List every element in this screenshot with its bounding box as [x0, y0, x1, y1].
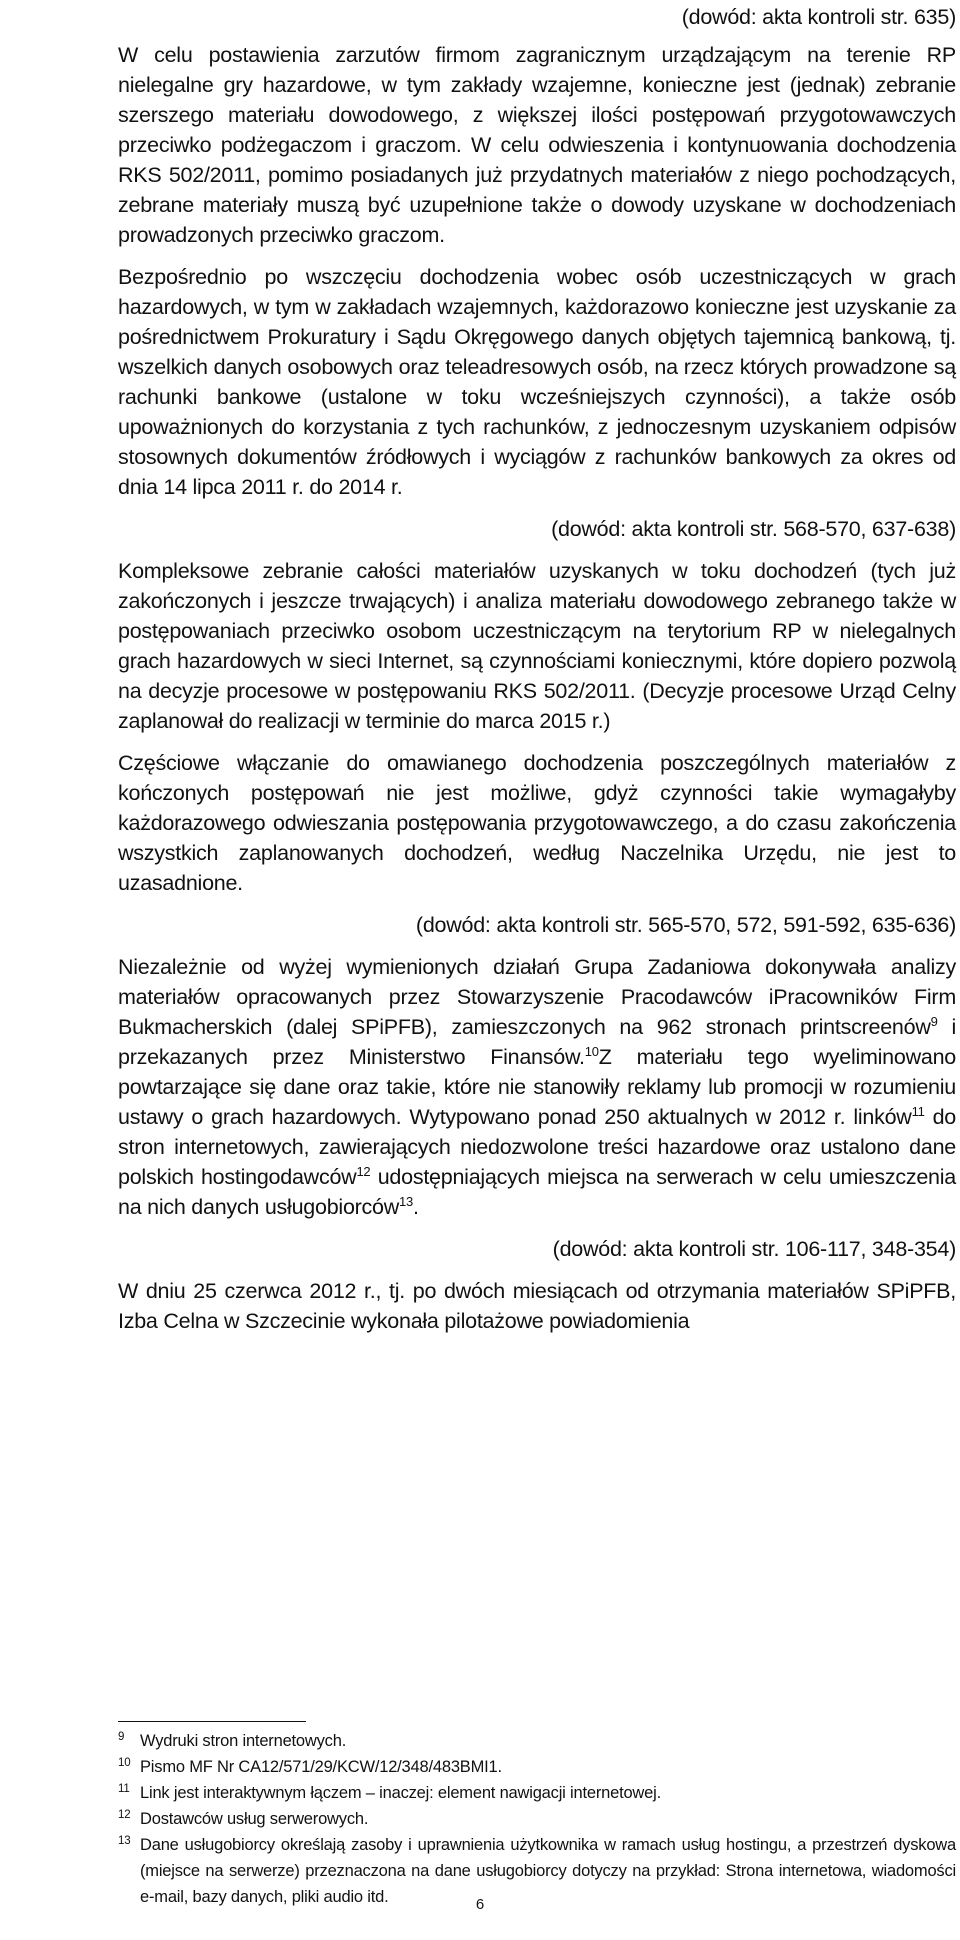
footnote-text: Dostawców usług serwerowych.	[140, 1810, 369, 1828]
page-number: 6	[475, 1896, 485, 1913]
evidence-citation: (dowód: akta kontroli str. 565-570, 572, 591-592, 635-636)	[415, 913, 956, 937]
paragraph-text: do stron internetowych, zawierających niedozwolone treści hazardowe oraz ustalono dane polskich hostingodawców	[118, 1105, 956, 1189]
footnote-number: 11	[118, 1783, 130, 1795]
footnote	[118, 1806, 956, 1832]
paragraph: Kompleksowe zebranie całości materiałów uzyskanych w toku dochodzeń (tych już zakończonych i jeszcze trwających) i analiza materiału dowodowego zebranego także w postępowaniach przeciwko osobom uczestniczącym na terytorium RP w nielegalnych grach hazardowych w sieci Internet, są czynnościami koniecznymi, które dopiero pozwolą na decyzje procesowe w postępowaniu RKS 502/2011. (Decyzje procesowe Urząd Celny zaplanował do realizacji w terminie do marca 2015 r.)	[118, 559, 956, 733]
footnotes	[118, 1728, 956, 1910]
footnote-ref[interactable]: 10	[584, 1043, 599, 1059]
paragraph-text: i przekazanych przez Ministerstwo Finansów.	[118, 1015, 957, 1069]
paragraph-text: udostępniających miejsca na serwerach w celu umieszczenia na nich danych usługobiorców	[118, 1165, 956, 1219]
footnote-ref[interactable]: 11	[911, 1103, 925, 1119]
footnote	[118, 1754, 956, 1780]
footnote-number: 12	[118, 1809, 131, 1821]
footnote-text: Pismo MF Nr CA12/571/29/KCW/12/348/483BMI1.	[140, 1758, 502, 1776]
evidence-citation: (dowód: akta kontroli str. 568-570, 637-638)	[551, 517, 956, 541]
paragraph-text: Z materiału tego wyeliminowano powtarzające się dane oraz takie, które nie stanowiły reklamy lub promocji w rozumieniu ustawy o grach hazardowych. Wytypowano ponad 250 aktualnych w 2012 r. linków	[118, 1045, 956, 1129]
paragraph: W dniu 25 czerwca 2012 r., tj. po dwóch miesiącach od otrzymania materiałów SPiPFB, Izba Celna w Szczecinie wykonała pilotażowe powiadomienia	[118, 1279, 956, 1333]
paragraph-text: .	[413, 1195, 419, 1219]
footnote-text: Wydruki stron internetowych.	[140, 1732, 347, 1750]
footnote-ref[interactable]: 13	[399, 1193, 414, 1209]
footnote-number: 13	[118, 1835, 131, 1847]
footnote-text: Link jest interaktywnym łączem – inaczej: element nawigacji internetowej.	[140, 1784, 661, 1802]
paragraph: Częściowe włączanie do omawianego dochodzenia poszczególnych materiałów z kończonych postępowań nie jest możliwe, gdyż czynności takie wymagałyby każdorazowego odwieszania postępowania przygotowawczego, a do czasu zakończenia wszystkich zaplanowanych dochodzeń, według Naczelnika Urzędu, nie jest to uzasadnione.	[118, 751, 956, 895]
footnote-ref[interactable]: 9	[930, 1013, 938, 1029]
evidence-citation: (dowód: akta kontroli str. 635)	[681, 5, 956, 29]
paragraph: Bezpośrednio po wszczęciu dochodzenia wobec osób uczestniczących w grach hazardowych, w tym w zakładach wzajemnych, każdorazowo konieczne jest uzyskanie za pośrednictwem Prokuratury i Sądu Okręgowego danych objętych tajemnicą bankową, tj. wszelkich danych osobowych oraz teleadresowych osób, na rzecz których prowadzone są rachunki bankowe (ustalone w toku wcześniejszych czynności), a także osób upoważnionych do korzystania z tych rachunków, z jednoczesnym uzyskaniem odpisów stosownych dokumentów źródłowych i wyciągów z rachunków bankowych za okres od dnia 14 lipca 2011 r. do 2014 r.	[118, 265, 956, 499]
footnote-ref[interactable]: 12	[356, 1163, 371, 1179]
footnote	[118, 1780, 956, 1806]
footnote-text: Dane usługobiorcy określają zasoby i uprawnienia użytkownika w ramach usług hostingu, a przestrzeń dyskowa (miejsce na serwerze) przeznaczona na dane usługobiorcy dotyczy na przykład: Strona internetowa, wiadomości e-mail, bazy danych, pliki audio itd.	[140, 1836, 956, 1906]
footnote-separator	[118, 1721, 306, 1722]
footnote-number: 10	[118, 1757, 131, 1769]
paragraph: W celu postawienia zarzutów firmom zagranicznym urządzającym na terenie RP nielegalne gry hazardowe, w tym zakłady wzajemne, konieczne jest (jednak) zebranie szerszego materiału dowodowego, z większej ilości postępowań przygotowawczych przeciwko podżegaczom i graczom. W celu odwieszenia i kontynuowania dochodzenia RKS 502/2011, pomimo posiadanych już przydatnych materiałów z niego pochodzących, zebrane materiały muszą być uzupełnione także o dowody uzyskane w dochodzeniach prowadzonych przeciwko graczom.	[118, 43, 956, 247]
paragraph-text: Niezależnie od wyżej wymienionych działań Grupa Zadaniowa dokonywała analizy materiałów opracowanych przez Stowarzyszenie Pracodawców iPracowników Firm Bukmacherskich (dalej SPiPFB), zamieszczonych na 962 stronach printscreenów	[118, 955, 956, 1039]
paragraph	[118, 952, 956, 1222]
footnote	[118, 1728, 956, 1754]
evidence-citation: (dowód: akta kontroli str. 106-117, 348-354)	[552, 1237, 956, 1261]
footnote-number: 9	[118, 1731, 125, 1743]
body-text	[118, 0, 956, 1336]
